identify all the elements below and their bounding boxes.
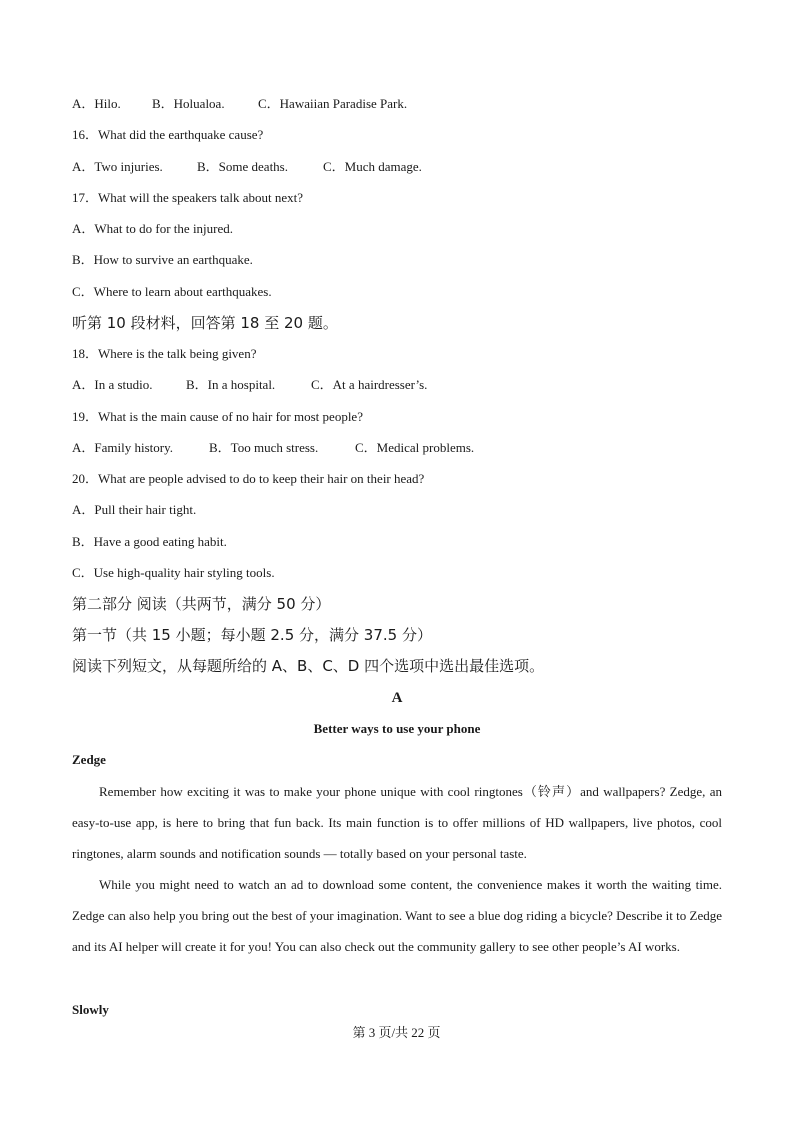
q16-option-b: B．Some deaths. xyxy=(197,159,288,174)
q19-options xyxy=(72,440,474,456)
q19-option-c: C．Medical problems. xyxy=(355,440,475,455)
zedge-heading: Zedge xyxy=(72,752,106,767)
q18-question: 18．Where is the talk being given? xyxy=(72,346,257,361)
q17-option-c: C．Where to learn about earthquakes. xyxy=(72,284,272,299)
q17-option-a: A．What to do for the injured. xyxy=(72,221,234,236)
q19-question: 19．What is the main cause of no hair for most people? xyxy=(72,409,363,424)
passage-letter: A xyxy=(391,690,403,706)
slowly-heading: Slowly xyxy=(72,1002,109,1017)
section1-heading: 第一节（共 15 小题；每小题 2.5 分，满分 37.5 分） xyxy=(72,626,432,644)
q15-option-a: A．Hilo. xyxy=(72,96,121,111)
q16-option-a: A．Two injuries. xyxy=(72,159,163,174)
q17-question: 17．What will the speakers talk about next? xyxy=(72,190,304,205)
q20-question: 20．What are people advised to do to keep their hair on their head? xyxy=(72,471,425,486)
q16-option-c: C．Much damage. xyxy=(323,159,422,174)
q20-option-c: C．Use high-quality hair styling tools. xyxy=(72,565,275,580)
q16-options xyxy=(72,159,422,175)
q20-option-b: B．Have a good eating habit. xyxy=(72,534,227,549)
section10-instruction: 听第 10 段材料，回答第 18 至 20 题。 xyxy=(72,314,338,332)
q20-option-a: A．Pull their hair tight. xyxy=(72,502,197,517)
zedge-paragraph-1: Remember how exciting it was to make your phone unique with cool ringtones（铃声）and wallpapers? Zedge, an easy-to-use app, is here to bring that fun back. Its main function is to offer millions of HD wallpapers, live photos, cool ringtones, alarm sounds and notification sounds — totally based on your personal taste. xyxy=(72,784,722,861)
part2-heading: 第二部分 阅读（共两节，满分 50 分） xyxy=(72,595,331,613)
q18-options xyxy=(72,377,427,393)
q15-options xyxy=(72,96,407,112)
q16-question: 16．What did the earthquake cause? xyxy=(72,127,264,142)
reading-instruction: 阅读下列短文，从每题所给的 A、B、C、D 四个选项中选出最佳选项。 xyxy=(72,657,545,675)
q18-option-c: C．At a hairdresser’s. xyxy=(311,377,428,392)
q19-option-b: B．Too much stress. xyxy=(209,440,319,455)
q17-option-b: B．How to survive an earthquake. xyxy=(72,252,253,267)
zedge-paragraph-2: While you might need to watch an ad to download some content, the convenience makes it worth the waiting time. Zedge can also help you bring out the best of your imagination. Want to see a blue dog riding a bicycle? Describe it to Zedge and its AI helper will create it for you! You can also check out the community gallery to see other people’s AI works. xyxy=(72,877,722,954)
q15-option-c: C．Hawaiian Paradise Park. xyxy=(258,96,408,111)
q19-option-a: A．Family history. xyxy=(72,440,173,455)
q18-option-a: A．In a studio. xyxy=(72,377,153,392)
passage-title: Better ways to use your phone xyxy=(313,721,481,736)
q15-option-b: B．Holualoa. xyxy=(152,96,225,111)
page-footer: 第 3 页/共 22 页 xyxy=(352,1025,441,1040)
q18-option-b: B．In a hospital. xyxy=(186,377,276,392)
